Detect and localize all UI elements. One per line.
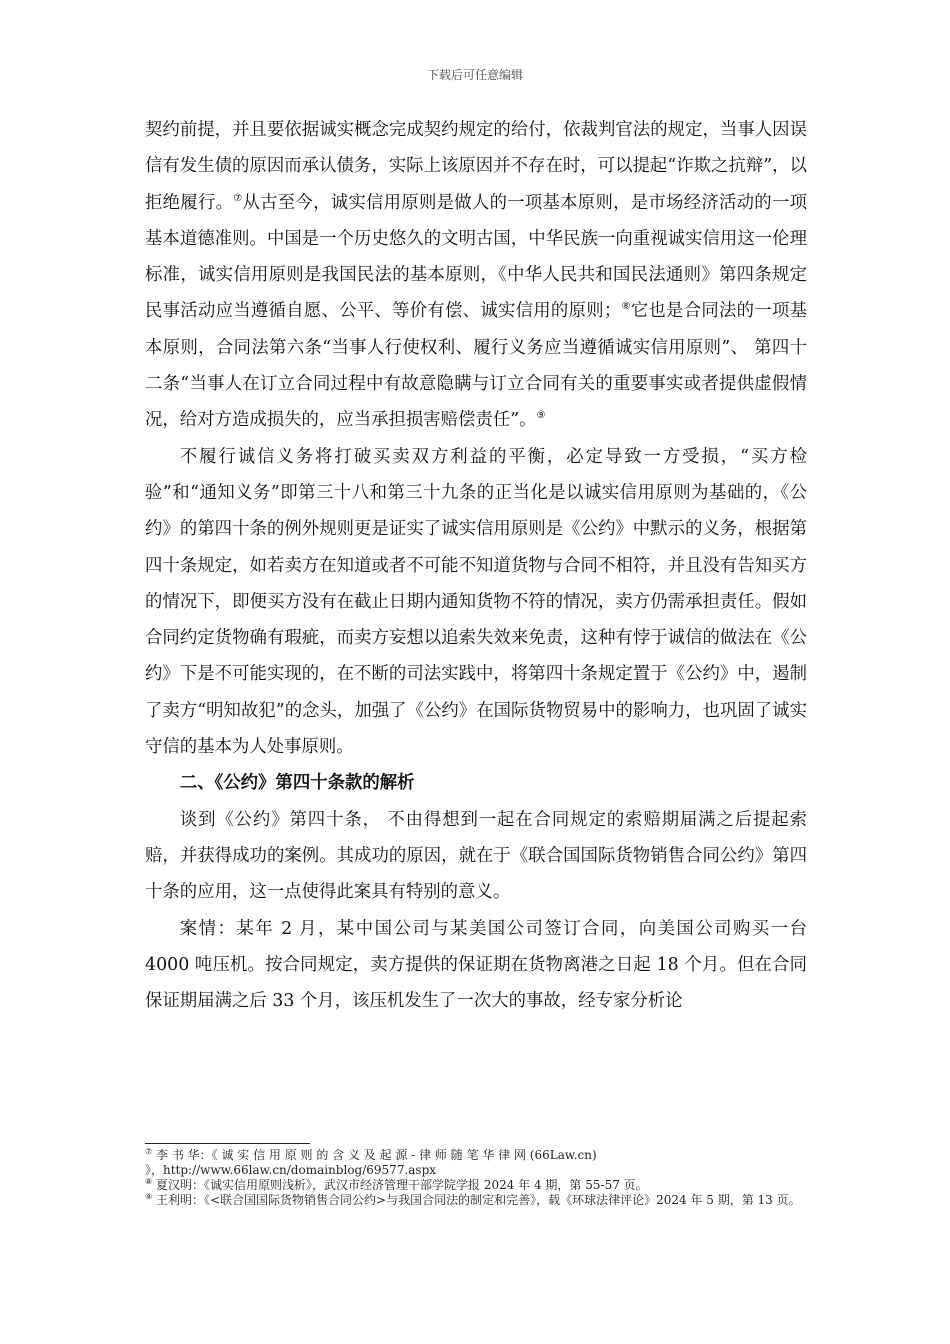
paragraph-1 bbox=[145, 112, 807, 439]
footnote-divider bbox=[145, 1143, 310, 1144]
footnote-8-mark: ⑧ bbox=[145, 1177, 153, 1186]
footnote-9-text: 王利明：《<联合国国际货物销售合同公约>与我国合同法的制定和完善》，载《环球法律评论》2024 年 5 期，第 13 页。 bbox=[156, 1193, 801, 1207]
footnotes bbox=[145, 1148, 807, 1208]
footnote-9-mark: ⑨ bbox=[145, 1192, 153, 1201]
footnote-7 bbox=[145, 1148, 807, 1163]
paragraph-1-text-a: 契约前提，并且要依据诚实概念完成契约规定的给付，依裁判官法的规定，当事人因误信有发生债的原因而承认债务，实际上该原因并不存在时，可以提起“诈欺之抗辩”，以拒绝履行。 bbox=[145, 120, 807, 213]
footnote-7-mark: ⑦ bbox=[145, 1147, 153, 1156]
footnote-8 bbox=[145, 1178, 807, 1193]
section-heading: 二、《公约》第四十条款的解析 bbox=[179, 773, 415, 794]
page-header: 下载后可任意编辑 bbox=[426, 68, 523, 82]
paragraph-3: 谈到《公约》第四十条， 不由得想到一起在合同规定的索赔期届满之后提起索赔，并获得成功的案例。其成功的原因，就在于《联合国国际货物销售合同公约》第四十条的应用，这一点使得此案具有特别的意义。 bbox=[145, 809, 807, 903]
paragraph-4: 案情：某年 2 月，某中国公司与某美国公司签订合同，向美国公司购买一台 4000 吨压机。按合同规定，卖方提供的保证期在货物离港之日起 18 个月。但在合同保证期届满之后 33 个月，该压机发生了一次大的事故，经专家分析论 bbox=[145, 918, 807, 1012]
footnote-ref-7: ⑦ bbox=[233, 192, 243, 204]
footnote-ref-9: ⑨ bbox=[536, 410, 546, 422]
paragraph-2: 不履行诚信义务将打破买卖双方利益的平衡，必定导致一方受损，“买方检验”和“通知义务”即第三十八和第三十九条的正当化是以诚实信用原则为基础的，《公约》的第四十条的例外规则更是证实了诚实信用原则是《公约》中默示的义务，根据第四十条规定，如若卖方在知道或者不可能不知道货物与合同不相符，并且没有告知买方的情况下，即便买方没有在截止日期内通知货物不符的情况，卖方仍需承担责任。假如合同约定货物确有瑕疵，而卖方妄想以追索失效来免责，这种有悖于诚信的做法在《公约》下是不可能实现的，在不断的司法实践中，将第四十条规定置于《公约》中，遏制了卖方“明知故犯”的念头，加强了《公约》在国际货物贸易中的影响力，也巩固了诚实守信的基本为人处事原则。 bbox=[145, 446, 807, 758]
footnote-7-text: 李 书 华：《 诚 实 信 用 原 则 的 含 义 及 起 源 - 律 师 随 笔 华 律 网 (66Law.cn) bbox=[156, 1148, 597, 1162]
document-body bbox=[145, 112, 807, 1019]
paragraph-1-text-b: 从古至今，诚实信用原则是做人的一项基本原则，是市场经济活动的一项基本道德准则。中国是一个历史悠久的文明古国，中华民族一向重视诚实信用这一伦理标准，诚实信用原则是我国民法的基本原则，《中华人民共和国民法通则》第四条规定民事活动应当遵循自愿、公平、等价有偿、诚实信用的原则； bbox=[145, 192, 807, 322]
paragraph-1-text-c: 它也是合同法的一项基本原则，合同法第六条“当事人行使权利、履行义务应当遵循诚实信用原则”、 第四十二条“当事人在订立合同过程中有故意隐瞒与订立合同有关的重要事实或者提供虚假情况，给对方造成损失的，应当承担损害赔偿责任”。 bbox=[145, 301, 807, 431]
footnote-9 bbox=[145, 1193, 807, 1208]
footnote-8-text: 夏汉明：《诚实信用原则浅析》，武汉市经济管理干部学院学报 2024 年 4 期，第 55-57 页。 bbox=[156, 1178, 648, 1192]
footnote-ref-8: ⑧ bbox=[621, 301, 631, 313]
footnote-7-continued: 》，http://www.66law.cn/domainblog/69577.aspx bbox=[145, 1163, 437, 1177]
